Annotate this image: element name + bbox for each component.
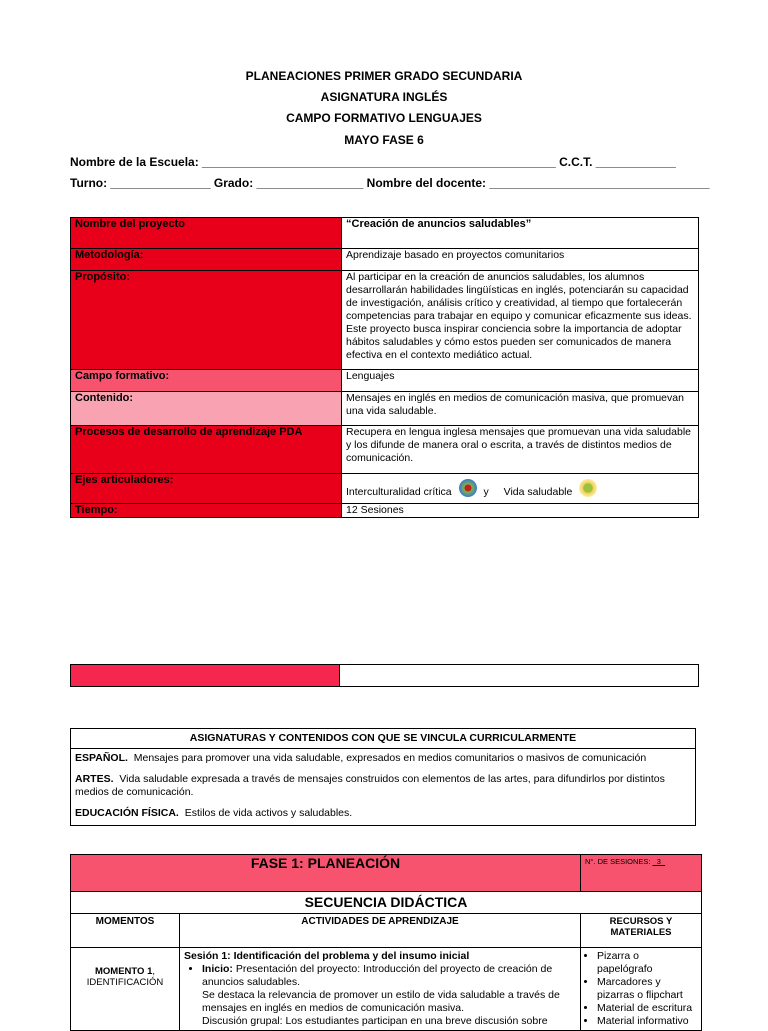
row-label: Nombre del proyecto	[71, 218, 342, 249]
recurso-item: • Material de escritura	[597, 1002, 697, 1015]
row-value: Recupera en lengua inglesa mensajes que promuevan una vida saludable y los difunde de manera oral o escrita, a través de distintos medios de comunicación.	[342, 426, 699, 474]
row-label: Procesos de desarrollo de aprendizaje PDA	[71, 426, 342, 474]
asignatura-item: EDUCACIÓN FÍSICA. Estilos de vida activos y saludables.	[75, 807, 353, 819]
row-value: “Creación de anuncios saludables”	[342, 218, 699, 249]
inicio-item: • Inicio: Presentación del proyecto: Introducción del proyecto de creación de anuncios saludables. Se destaca la relevancia de promover un estilo de vida saludable a través de mensajes en inglés en medios de comunicación masiva. Discusión grupal: Los estudiantes participan en una breve discusión sobre	[202, 963, 576, 1028]
recurso-item: • Marcadores y pizarras o flipchart	[597, 976, 697, 1002]
school-field: Nombre de la Escuela: _____________________________________________________ C.C.T. ____________	[70, 155, 676, 169]
row-value: 12 Sesiones	[342, 504, 699, 518]
actividades-cell: Sesión 1: Identificación del problema y del insumo inicial • Inicio: Presentación del proyecto: Introducción del proyecto de creación de anuncios saludables. Se destaca la relevancia de promover un estilo de vida saludable a través de mensajes en inglés en medios de comunicación masiva. Discusión grupal: Los estudiantes participan en una breve discusión sobre	[180, 948, 581, 1031]
row-label: Ejes articuladores:	[71, 474, 342, 504]
interculturalidad-icon	[459, 479, 477, 497]
row-value: Mensajes en inglés en medios de comunicación masiva, que promuevan una vida saludable.	[342, 392, 699, 426]
blank-table	[70, 664, 699, 687]
recurso-item: • Material informativo	[597, 1015, 697, 1028]
row-value: Aprendizaje basado en proyectos comunitarios	[342, 249, 699, 271]
recurso-item: • Pizarra o papelógrafo	[597, 950, 697, 976]
project-table	[70, 217, 699, 518]
doc-title: PLANEACIONES PRIMER GRADO SECUNDARIA	[245, 69, 523, 83]
sesiones-value: 3	[656, 857, 661, 866]
eje-interculturalidad: Interculturalidad crítica	[346, 485, 452, 498]
row-value: Lenguajes	[342, 370, 699, 392]
doc-subject: ASIGNATURA INGLÉS	[320, 90, 448, 104]
row-label: Tiempo:	[71, 504, 342, 518]
col-actividades: ACTIVIDADES DE APRENDIZAJE	[180, 914, 581, 948]
asignatura-item: ARTES. Vida saludable expresada a través de mensajes construidos con elementos de las artes, para difundirlos por distintos medios de comunicación.	[75, 773, 665, 798]
fase-table	[70, 854, 702, 1031]
row-label: Propósito:	[71, 271, 342, 370]
row-label: Metodología:	[71, 249, 342, 271]
asignaturas-title: ASIGNATURAS Y CONTENIDOS CON QUE SE VINCULA CURRICULARMENTE	[71, 729, 696, 749]
momento-cell: MOMENTO 1, IDENTIFICACIÓN	[71, 948, 180, 1031]
col-momentos: MOMENTOS	[71, 914, 180, 948]
eje-connector: y	[483, 485, 489, 498]
row-label: Campo formativo:	[71, 370, 342, 392]
blank-empty-cell	[340, 665, 699, 687]
row-label: Contenido:	[71, 392, 342, 426]
fase-title: FASE 1: PLANEACIÓN	[71, 855, 581, 892]
recursos-cell	[581, 948, 702, 1031]
vida-saludable-icon	[579, 479, 597, 497]
blank-red-cell	[71, 665, 340, 687]
sesiones-cell: N°. DE SESIONES: 3	[581, 855, 702, 892]
asignaturas-content	[71, 749, 696, 826]
asignatura-item: ESPAÑOL. Mensajes para promover una vida saludable, expresados en medios comunitarios o masivos de comunicación	[75, 752, 647, 764]
asignaturas-table	[70, 728, 696, 826]
ejes-cell	[342, 474, 699, 504]
col-recursos: RECURSOS Y MATERIALES	[581, 914, 702, 948]
doc-field: CAMPO FORMATIVO LENGUAJES	[286, 111, 482, 125]
eje-vida-saludable: Vida saludable	[503, 485, 573, 498]
row-value: Al participar en la creación de anuncios saludables, los alumnos desarrollarán habilidades lingüísticas en inglés, potenciarán su capacidad de investigación, análisis crítico y creatividad, al tiempo que fortalecerán competencias para trabajar en equipo y comunicar eficazmente sus ideas. Este proyecto busca inspirar conciencia sobre la importancia de adoptar hábitos saludables y cómo estos pueden ser comunicados de manera efectiva en el contexto mediático actual.	[342, 271, 699, 370]
turno-field: Turno: _______________ Grado: ________________ Nombre del docente: _________________________________	[70, 176, 710, 190]
secuencia-title: SECUENCIA DIDÁCTICA	[71, 892, 702, 914]
doc-phase: MAYO FASE 6	[344, 133, 424, 147]
